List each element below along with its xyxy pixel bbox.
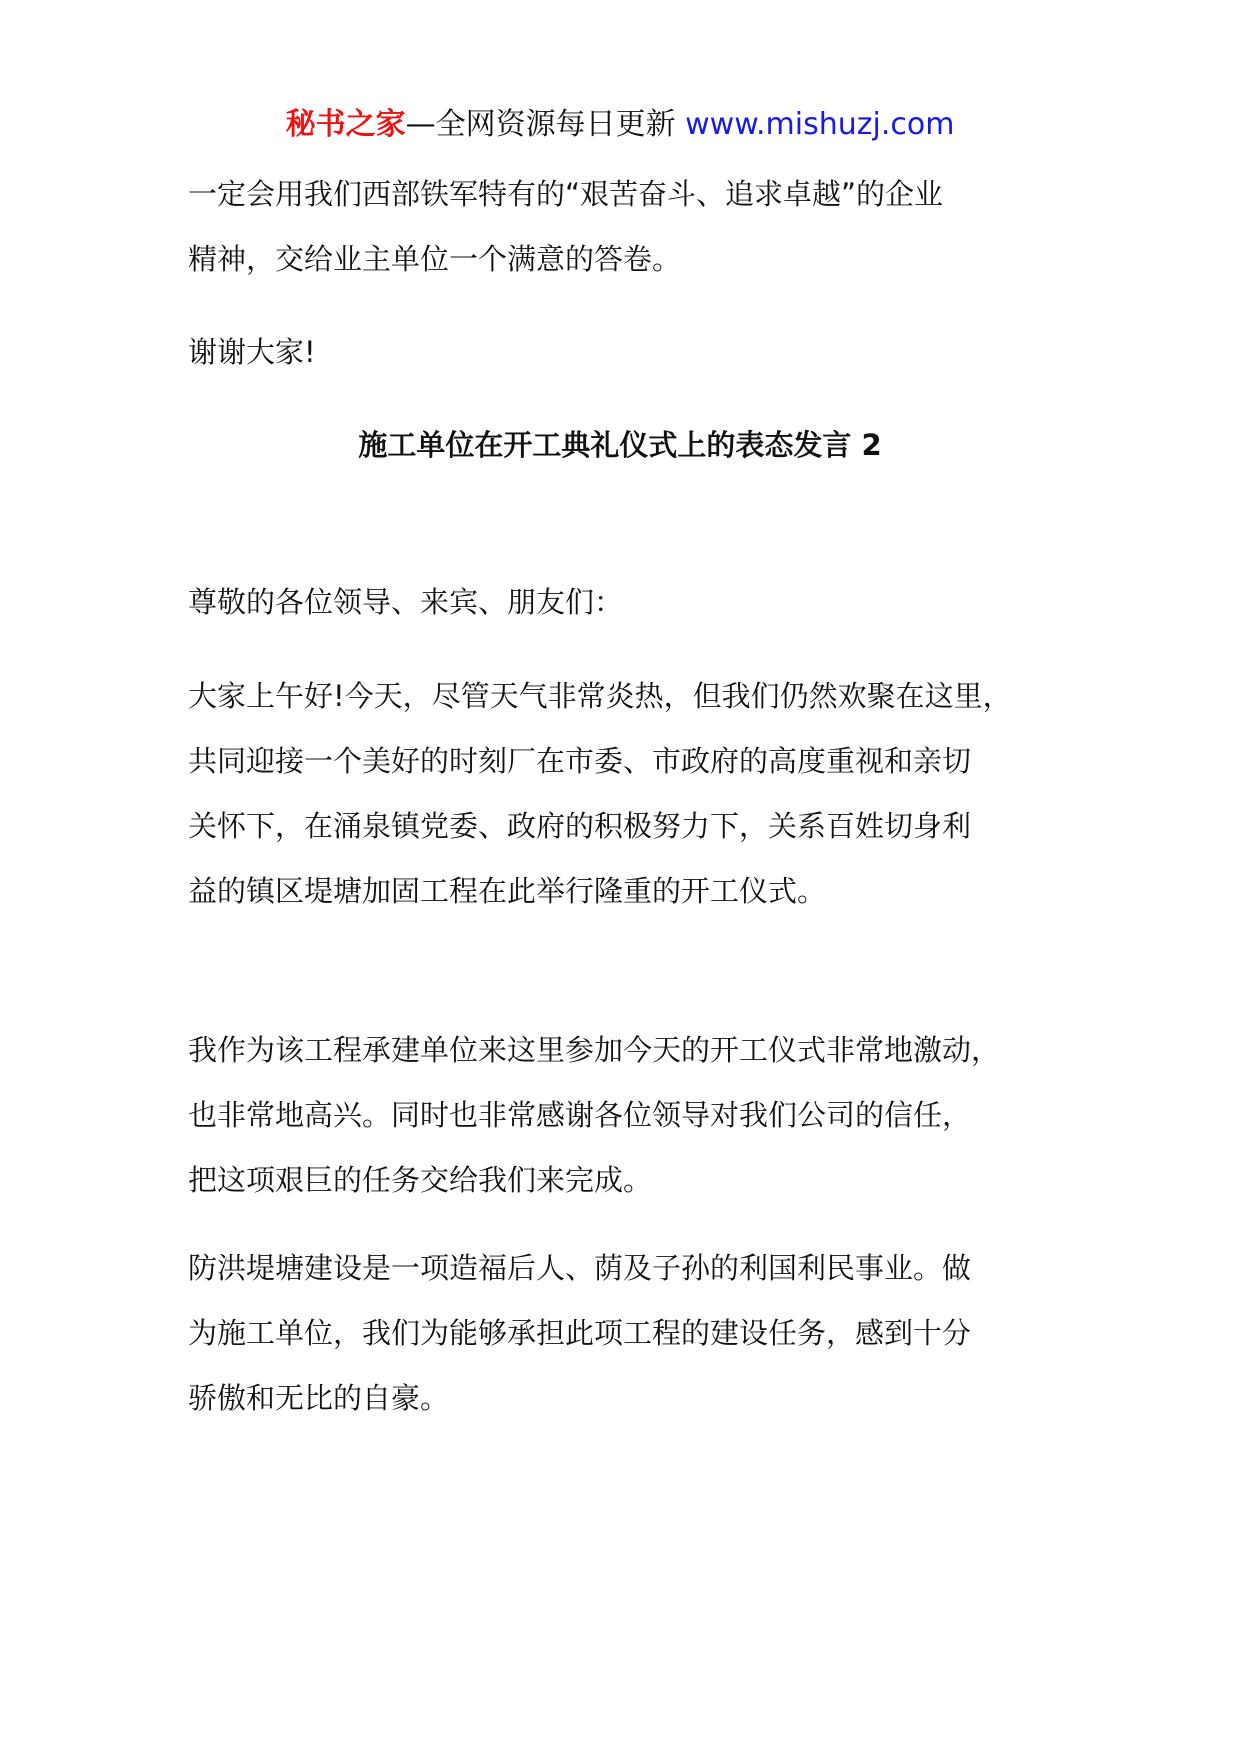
paragraph-line: 共同迎接一个美好的时刻厂在市委、市政府的高度重视和亲切 bbox=[188, 744, 972, 778]
paragraph-2 bbox=[188, 1018, 1068, 1213]
paragraph-1 bbox=[188, 664, 1068, 924]
page-header bbox=[0, 104, 1240, 146]
document-title: 施工单位在开工典礼仪式上的表态发言 2 bbox=[358, 428, 882, 462]
intro-paragraph bbox=[188, 162, 1068, 292]
salutation: 尊敬的各位领导、来宾、朋友们： bbox=[188, 585, 624, 619]
brand-name: 秘书之家 bbox=[285, 107, 406, 142]
paragraph-line: 益的镇区堤塘加固工程在此举行隆重的开工仪式。 bbox=[188, 874, 827, 908]
paragraph-line: 一定会用我们西部铁军特有的“艰苦奋斗、追求卓越”的企业 bbox=[188, 177, 944, 211]
paragraph-line: 大家上午好!今天，尽管天气非常炎热，但我们仍然欢聚在这里， bbox=[188, 679, 1012, 713]
paragraph-line: 把这项艰巨的任务交给我们来完成。 bbox=[188, 1163, 653, 1197]
paragraph-line: 骄傲和无比的自豪。 bbox=[188, 1381, 450, 1415]
thanks-line: 谢谢大家! bbox=[188, 335, 316, 369]
paragraph-line: 为施工单位，我们为能够承担此项工程的建设任务，感到十分 bbox=[188, 1316, 972, 1350]
paragraph-line: 关怀下，在涌泉镇党委、政府的积极努力下，关系百姓切身利 bbox=[188, 809, 972, 843]
paragraph-line: 精神，交给业主单位一个满意的答卷。 bbox=[188, 242, 682, 276]
paragraph-3 bbox=[188, 1236, 1068, 1431]
website-link[interactable]: www.mishuzj.com bbox=[685, 107, 955, 142]
paragraph-line: 防洪堤塘建设是一项造福后人、荫及子孙的利国利民事业。做 bbox=[188, 1251, 972, 1285]
paragraph-line: 也非常地高兴。同时也非常感谢各位领导对我们公司的信任， bbox=[188, 1098, 972, 1132]
paragraph-line: 我作为该工程承建单位来这里参加今天的开工仪式非常地激动， bbox=[188, 1033, 1001, 1067]
header-tagline: —全网资源每日更新 bbox=[405, 107, 686, 142]
